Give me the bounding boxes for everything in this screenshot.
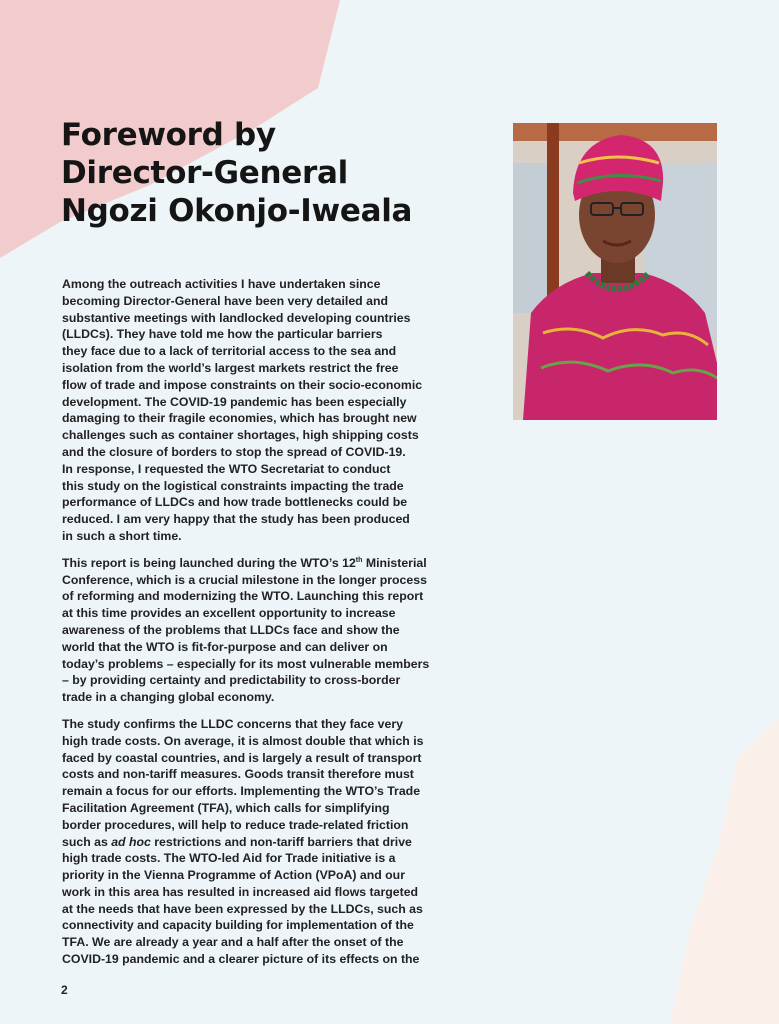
title-line: Ngozi Okonjo-Iweala [61,193,413,229]
page-number: 2 [61,983,68,997]
paragraph-2: This report is being launched during the WTO’s 12th Ministerial Conference, which is a crucial milestone in the longer process of reforming and modernizing the WTO. Launching this report at this time provides an excellent opportunity to increase awareness of the problems that LLDCs face and show the world that the WTO is fit-for-purpose and can deliver on today’s problems – especially for its most vulnerable members – by providing certainty and predictability to cross-border trade in a changing global economy. [62,555,430,705]
italic-phrase: ad hoc [111,834,151,849]
title-line: Foreword by [61,117,276,153]
title-line: Director-General [61,155,348,191]
foreword-body [62,276,442,978]
page-title [61,116,412,230]
portrait-photo [513,123,717,420]
ordinal-superscript: th [355,556,363,564]
peach-corner-shape [670,718,779,1024]
paragraph-3: The study confirms the LLDC concerns that they face very high trade costs. On average, it is almost double that which is faced by coastal countries, and is largely a result of transport costs and non-tariff measures. Goods transit therefore must remain a focus for our efforts. Implementing the WTO’s Trade Facilitation Agreement (TFA), which calls for simplifying border procedures, will help to reduce trade-related friction such as ad hoc restrictions and non-tariff barriers that drive high trade costs. The WTO-led Aid for Trade initiative is a priority in the Vienna Programme of Action (VPoA) and our work in this area has resulted in increased aid flows targeted at the needs that have been expressed by the LLDCs, such as connectivity and capacity building for implementation of the TFA. We are already a year and a half after the onset of the COVID-19 pandemic and a clearer picture of its effects on the [62,716,424,967]
paragraph-1: Among the outreach activities I have undertaken since becoming Director-General have been very detailed and substantive meetings with landlocked developing countries (LLDCs). They have told me how the particular barriers they face due to a lack of territorial access to the sea and isolation from the world’s largest markets restrict the free flow of trade and impose constraints on their socio-economic development. The COVID-19 pandemic has been especially damaging to their fragile economies, which has brought new challenges such as container shortages, high shipping costs and the closure of borders to stop the spread of COVID-19. In response, I requested the WTO Secretariat to conduct this study on the logistical constraints impacting the trade performance of LLDCs and how trade bottlenecks could be reduced. I am very happy that the study has been produced in such a short time. [62,277,423,543]
